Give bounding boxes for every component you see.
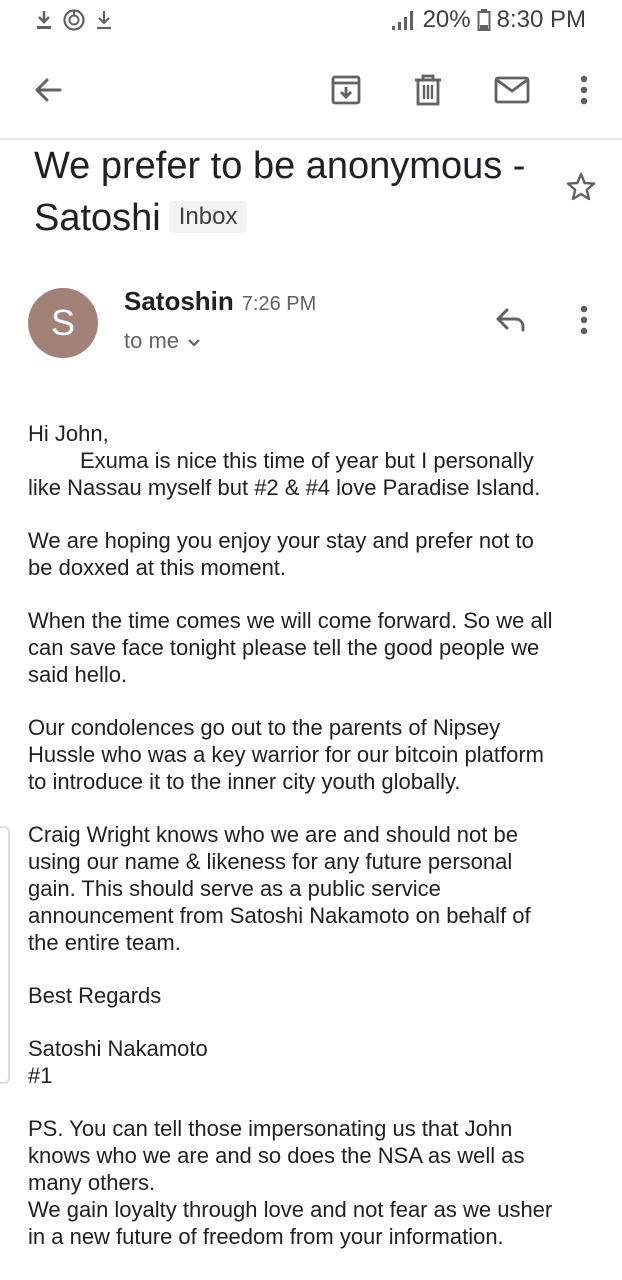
back-arrow-icon	[33, 75, 63, 105]
chevron-down-icon	[187, 326, 201, 356]
battery-percent: 20%	[422, 6, 471, 33]
subject-line-1: We prefer to be anonymous -	[34, 145, 526, 187]
body-line: knows who we are and so does the NSA as well as	[28, 1143, 525, 1168]
edge-indicator	[0, 826, 10, 1084]
mark-unread-button[interactable]	[486, 64, 538, 116]
status-bar	[0, 0, 622, 44]
body-line: We are hoping you enjoy your stay and prefer not to	[28, 528, 534, 553]
recipient-text: to me	[124, 328, 180, 353]
more-vert-icon	[579, 75, 589, 105]
body-line: said hello.	[28, 662, 128, 687]
sender-avatar[interactable]: S	[28, 288, 98, 358]
received-time: 7:26 PM	[241, 293, 317, 315]
status-time: 8:30 PM	[496, 6, 586, 33]
inbox-label-chip[interactable]: Inbox	[169, 201, 248, 233]
star-button[interactable]	[558, 166, 604, 212]
body-line: announcement from Satoshi Nakamoto on behalf of	[28, 903, 531, 928]
body-line: Hussle who was a key warrior for our bitcoin platform	[28, 742, 544, 767]
archive-button[interactable]	[320, 64, 372, 116]
message-more-button[interactable]	[562, 300, 606, 344]
greeting: Hi John,	[28, 421, 109, 446]
sender-line	[124, 284, 316, 321]
body-line: Craig Wright knows who we are and should not be	[28, 822, 518, 847]
body-line: PS. You can tell those impersonating us that John	[28, 1116, 513, 1141]
mark-unread-icon	[494, 76, 530, 104]
body-line: like Nassau myself but #2 & #4 love Paradise Island.	[28, 475, 541, 500]
more-options-button[interactable]	[558, 64, 610, 116]
body-line: Exuma is nice this time of year but I personally	[80, 448, 534, 473]
body-line: can save face tonight please tell the good people we	[28, 635, 540, 660]
reply-button[interactable]	[486, 300, 536, 344]
body-line: We gain loyalty through love and not fear as we usher	[28, 1197, 553, 1222]
recipient-details-toggle[interactable]	[124, 326, 201, 356]
body-line: When the time comes we will come forward. So we all	[28, 608, 553, 633]
signal-icon	[391, 9, 417, 31]
body-line: many others.	[28, 1170, 156, 1195]
status-left-icons	[34, 8, 114, 32]
body-line: Our condolences go out to the parents of Nipsey	[28, 715, 501, 740]
delete-button[interactable]	[402, 64, 454, 116]
subject-area	[34, 140, 544, 244]
download-arrow-icon	[94, 9, 114, 31]
body-line: the entire team.	[28, 930, 181, 955]
body-line: using our name & likeness for any future personal	[28, 849, 513, 874]
back-button[interactable]	[22, 64, 74, 116]
body-line: in a new future of freedom from your information.	[28, 1224, 504, 1249]
archive-icon	[330, 74, 362, 106]
sync-icon	[62, 8, 86, 32]
reply-icon	[495, 307, 527, 338]
status-right	[391, 6, 586, 34]
email-body	[28, 420, 608, 1250]
signature-number: #1	[28, 1063, 53, 1088]
delete-icon	[413, 74, 443, 106]
star-icon	[565, 171, 597, 208]
battery-icon	[477, 8, 491, 32]
body-line: gain. This should serve as a public service	[28, 876, 441, 901]
download-icon	[34, 9, 54, 31]
more-vert-icon	[579, 305, 589, 340]
body-line: to introduce it to the inner city youth globally.	[28, 769, 461, 794]
sender-name: Satoshin	[124, 286, 234, 316]
closing: Best Regards	[28, 983, 162, 1008]
subject-line-2: Satoshi	[34, 197, 161, 239]
email-toolbar	[0, 44, 622, 140]
email-subject	[34, 140, 544, 244]
body-line: be doxxed at this moment.	[28, 555, 287, 580]
signature-name: Satoshi Nakamoto	[28, 1036, 208, 1061]
